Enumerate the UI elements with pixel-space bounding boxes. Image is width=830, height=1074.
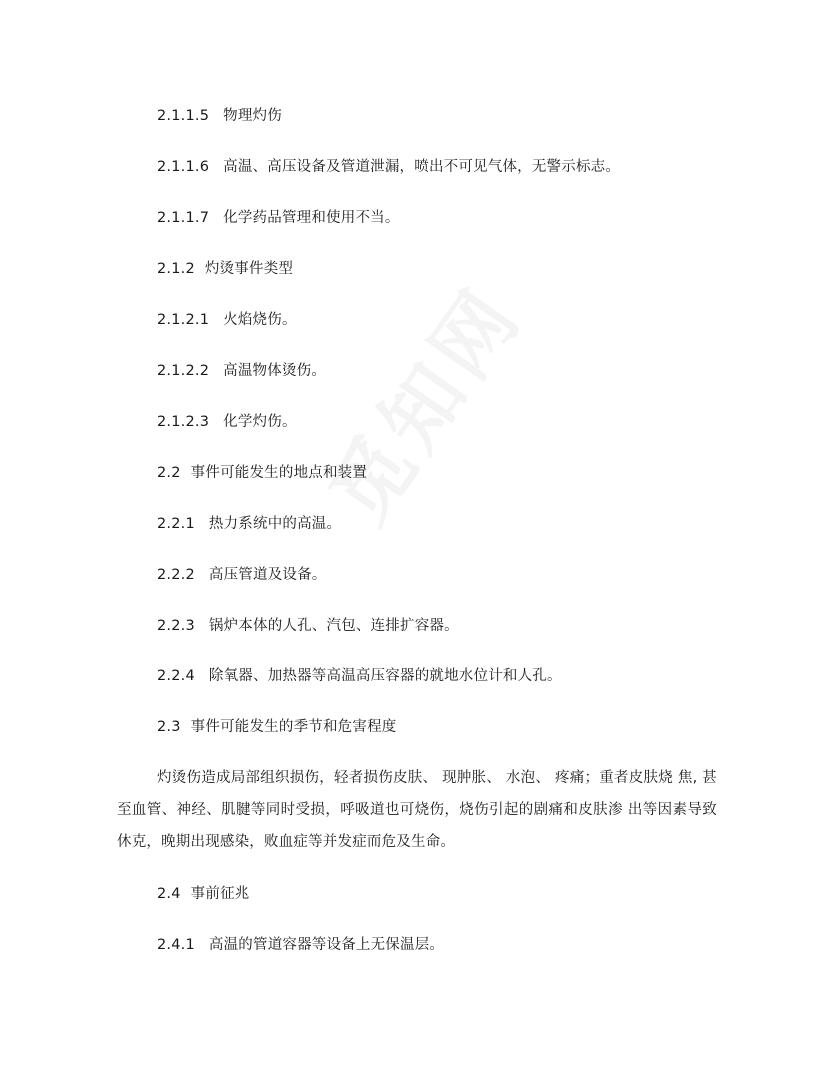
- section-number: 2.1.2.3: [157, 414, 210, 430]
- section-text: 热力系统中的高温。: [208, 516, 342, 532]
- section-number: 2.1.1.5: [157, 108, 210, 124]
- section-number: 2.1.1.6: [157, 159, 210, 175]
- section-number: 2.1.2.2: [157, 363, 210, 379]
- section-number: 2.2.2: [157, 567, 195, 583]
- section-2-1-1-7: [157, 208, 400, 228]
- section-text: 事前征兆: [190, 886, 250, 902]
- section-text: 火焰烧伤。: [223, 312, 297, 328]
- section-text: 化学灼伤。: [223, 414, 297, 430]
- section-2-2-3: [157, 616, 459, 636]
- section-number: 2.2.1: [157, 516, 195, 532]
- section-text: 高温物体烫伤。: [223, 363, 327, 379]
- section-2-1-2-2: [157, 361, 326, 381]
- section-2-4: [157, 884, 249, 904]
- section-text: 除氧器、加热器等高温高压容器的就地水位计和人孔。: [208, 668, 562, 684]
- section-number: 2.3: [157, 719, 181, 735]
- section-number: 2.4.1: [157, 937, 195, 953]
- section-2-1-1-6: [157, 157, 620, 177]
- section-number: 2.2.3: [157, 618, 195, 634]
- section-number: 2.1.2.1: [157, 312, 210, 328]
- section-text: 高压管道及设备。: [208, 567, 327, 583]
- section-2-2-4: [157, 666, 562, 686]
- section-2-4-1: [157, 935, 444, 955]
- section-2-2: [157, 463, 367, 483]
- section-2-2-2: [157, 565, 327, 585]
- section-2-2-1: [157, 514, 341, 534]
- section-2-1-2-3: [157, 412, 297, 432]
- section-text: 高温的管道容器等设备上无保温层。: [208, 937, 445, 953]
- section-text: 灼烫事件类型: [204, 261, 294, 277]
- section-text: 事件可能发生的季节和危害程度: [190, 719, 397, 735]
- section-number: 2.1.2: [157, 261, 195, 277]
- section-number: 2.2.4: [157, 668, 195, 684]
- section-number: 2.4: [157, 886, 181, 902]
- section-2-1-1-5: [157, 106, 282, 126]
- section-text: 锅炉本体的人孔、汽包、连排扩容器。: [208, 618, 459, 634]
- section-number: 2.1.1.7: [157, 210, 210, 226]
- section-2-3: [157, 717, 396, 737]
- section-2-1-2: [157, 259, 293, 279]
- section-number: 2.2: [157, 465, 181, 481]
- section-text: 物理灼伤: [223, 108, 282, 124]
- section-text: 高温、高压设备及管道泄漏，喷出不可见气体，无警示标志。: [223, 159, 621, 175]
- section-text: 事件可能发生的地点和装置: [190, 465, 368, 481]
- body-paragraph: 灼烫伤造成局部组织损伤，轻者损伤皮肤、 现肿胀、 水泡、 疼痛；重者皮肤烧 焦, 甚至血管、神经、肌腱等同时受损，呼吸道也可烧伤，烧伤引起的剧痛和皮肤渗 出等因素导致休克，晚期出现感染，败血症等并发症而危及生命。: [117, 770, 717, 850]
- section-2-1-2-1: [157, 310, 297, 330]
- section-text: 化学药品管理和使用不当。: [223, 210, 400, 226]
